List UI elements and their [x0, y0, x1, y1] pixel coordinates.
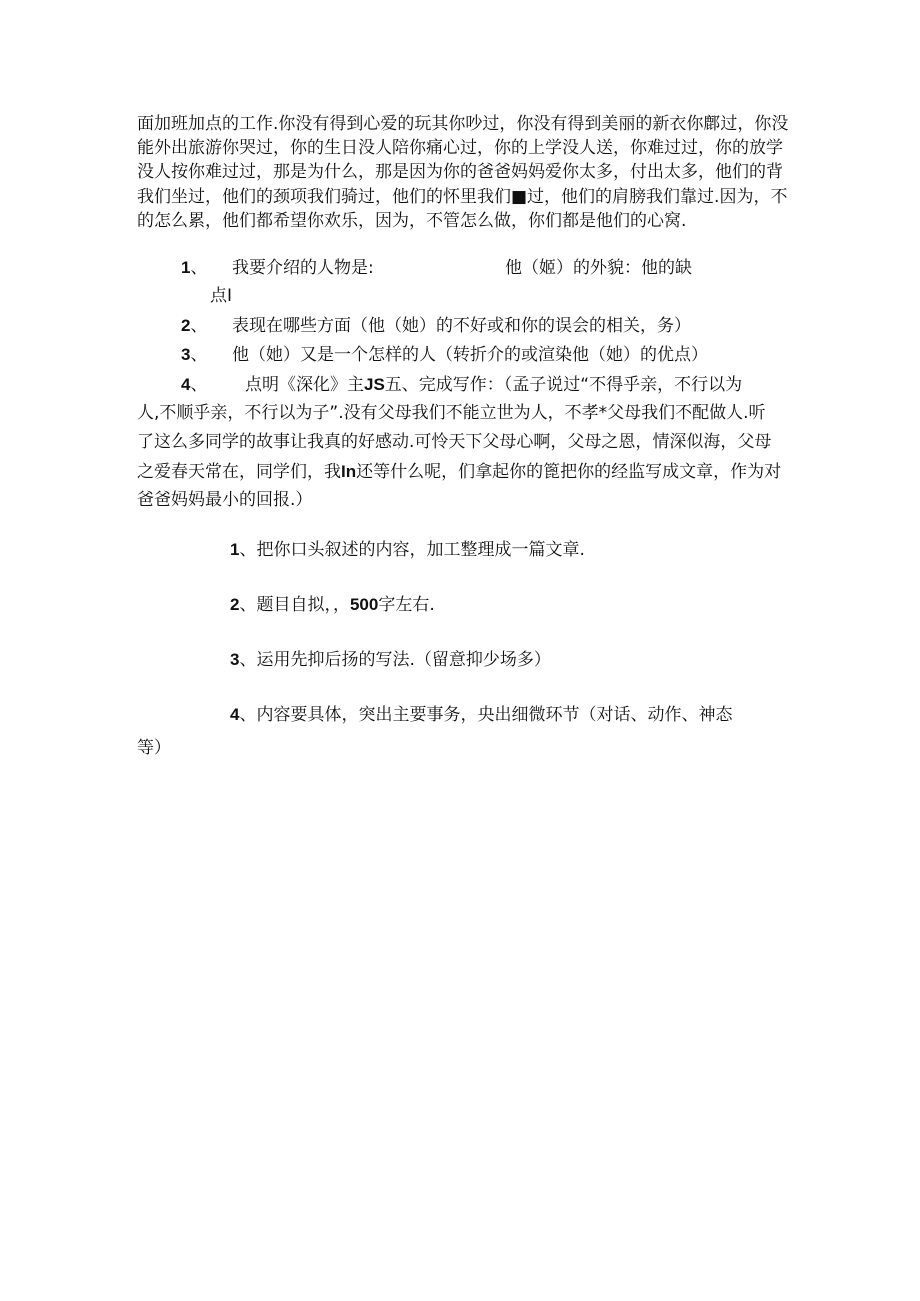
requirement-1-text: 、把你口头叙述的内容，加工整理成一篇文章.: [239, 540, 585, 560]
outline-item-4-cont-3-c: 还等什么呢，们拿起你的篦把你的经监写成文章，作为对: [356, 462, 782, 482]
requirement-4-text: 、内容要具体，突出主要事务，央出细微环节（对话、动作、神态: [239, 705, 733, 725]
requirement-4-number: 4: [230, 705, 240, 724]
requirement-2-text-b: 字左右.: [378, 595, 435, 615]
requirement-2-bold: 500: [349, 595, 379, 614]
outline-item-1-text2: 他（姬）的外貌：他的缺: [505, 258, 692, 278]
requirement-4-cont: 等）: [137, 738, 171, 758]
intro-line-4: 我们坐过，他们的颈项我们骑过，他们的怀里我们■过，他们的肩膀我们靠过.因为，不: [137, 187, 788, 207]
intro-line-5: 的怎么累，他们都希望你欢乐，因为，不管怎么做，你们都是他们的心窝.: [137, 211, 687, 231]
outline-item-4-text-b: JS: [364, 375, 385, 394]
intro-line-1: 面加班加点的工作.你没有得到心爱的玩其你吵过，你没有得到美丽的新衣你鄜过，你没: [137, 114, 789, 134]
outline-item-2-sep: 、: [190, 316, 208, 336]
outline-item-1-number: 1: [181, 258, 191, 277]
outline-item-1-text: 我要介绍的人物是:: [232, 258, 374, 278]
outline-item-4-cont-1: 人,不顺乎亲，不行以为子”.没有父母我们不能立世为人，不孝*父母我们不配做人.听: [137, 403, 766, 423]
outline-item-3-sep: 、: [190, 345, 208, 365]
requirement-2: [230, 593, 435, 617]
outline-item-2-number: 2: [181, 316, 191, 335]
intro-line-3: 没人按你难过过，那是为什么，那是因为你的爸爸妈妈爱你太多，付出太多，他们的背: [137, 162, 783, 182]
requirement-1-number: 1: [230, 540, 240, 559]
outline-item-4-sep: 、: [190, 375, 208, 395]
outline-item-4-cont-2: 了这么多同学的故事让我真的好感动.可怜天下父母心啊，父母之恩，情深似海，父母: [137, 432, 772, 452]
outline-item-1-cont: 点I: [210, 286, 233, 306]
requirement-3: [230, 648, 551, 672]
outline-item-4-cont-3-b: In: [341, 462, 357, 481]
requirement-3-number: 3: [230, 650, 240, 669]
outline-item-3-text: 他（她）又是一个怎样的人（转折介的或渲染他（她）的优点）: [232, 345, 708, 365]
outline-item-1-sep: 、: [190, 258, 208, 278]
outline-item-4-cont-4: 爸爸妈妈最小的回报.）: [137, 490, 313, 510]
outline-item-4: [181, 373, 207, 397]
requirement-2-number: 2: [230, 595, 240, 614]
outline-item-4-text-c: 五、完成写作：（孟子说过“不得乎亲，不行以为: [384, 375, 743, 395]
requirement-3-text: 、运用先抑后扬的写法.（留意抑少场多）: [239, 650, 551, 670]
outline-item-3-number: 3: [181, 345, 191, 364]
outline-item-2-text: 表现在哪些方面（他（她）的不好或和你的误会的相关，务）: [232, 316, 691, 336]
outline-item-4-cont-3-a: 之爱春天常在，同学们，我: [137, 462, 341, 482]
requirement-4: [230, 703, 732, 727]
outline-item-4-text: [245, 373, 742, 397]
outline-item-4-cont-3: [137, 460, 781, 484]
outline-item-2: [181, 314, 207, 338]
requirement-1: [230, 538, 585, 562]
intro-line-2: 能外出旅游你哭过，你的生日没人陪你痛心过，你的上学没人送，你难过过，你的放学: [137, 138, 783, 158]
outline-item-4-text-a: 点明《深化》主: [245, 375, 364, 395]
outline-item-4-number: 4: [181, 375, 191, 394]
outline-item-3: [181, 343, 207, 367]
requirement-2-text-a: 、题目自拟，，: [239, 595, 350, 615]
outline-item-1: [181, 256, 207, 280]
